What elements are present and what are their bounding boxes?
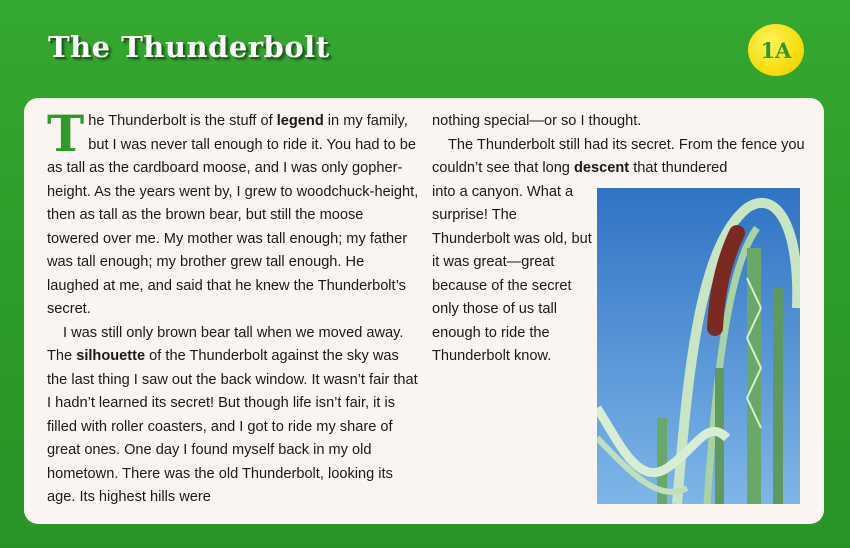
vocab-legend: legend (276, 113, 324, 129)
paragraph-4 (432, 134, 807, 181)
paragraph-2 (47, 322, 419, 510)
drop-cap: T (47, 104, 85, 163)
roller-coaster-photo (597, 188, 800, 504)
paragraph-2-text-a: I was still only brown bear tall when we moved away. The (47, 324, 404, 364)
paragraph-4-text-a: The Thunderbolt still had its secret. From the fence you couldn’t see that long (432, 136, 805, 176)
paragraph-1-text-a: he Thunderbolt is the stuff of (88, 113, 277, 129)
vocab-descent: descent (573, 160, 630, 176)
paragraph-1-text-c: in my family, but I was never tall enough to ride it. You had to be as tall as the cardboard moose, and I was only gopher-height. As the years went by, I grew to woodchuck-height, then as tall as the brown bear, but still the moose towered over me. My mother was tall enough; my father was tall enough; my brother grew tall enough. He laughed at me, and said that he knew the Thunderbolt’s secret. (47, 113, 419, 317)
lesson-badge: 1A (748, 24, 804, 76)
paragraph-1 (47, 104, 419, 322)
page-title: The Thunderbolt (48, 30, 330, 64)
column-left (47, 104, 419, 510)
vocab-silhouette: silhouette (76, 348, 146, 364)
paragraph-4-text-c: that thundered (629, 160, 728, 176)
paragraph-3: nothing special—or so I thought. (432, 113, 642, 129)
paragraph-5: into a canyon. What a surprise! The Thunderbolt was old, but it was great—great because of the secret only those of us tall enough to ride the Thunderbolt know. (432, 183, 592, 364)
roller-coaster-illustration (597, 188, 800, 504)
paragraph-2-text-c: of the Thunderbolt against the sky was the last thing I saw out the back window. It wasn’t fair that I hadn’t learned its secret! But though life isn’t fair, it is filled with roller coasters, and I got to ride my share of great ones. One day I found myself back in my old hometown. There was the old Thunderbolt, looking its age. Its highest hills were (47, 348, 418, 505)
